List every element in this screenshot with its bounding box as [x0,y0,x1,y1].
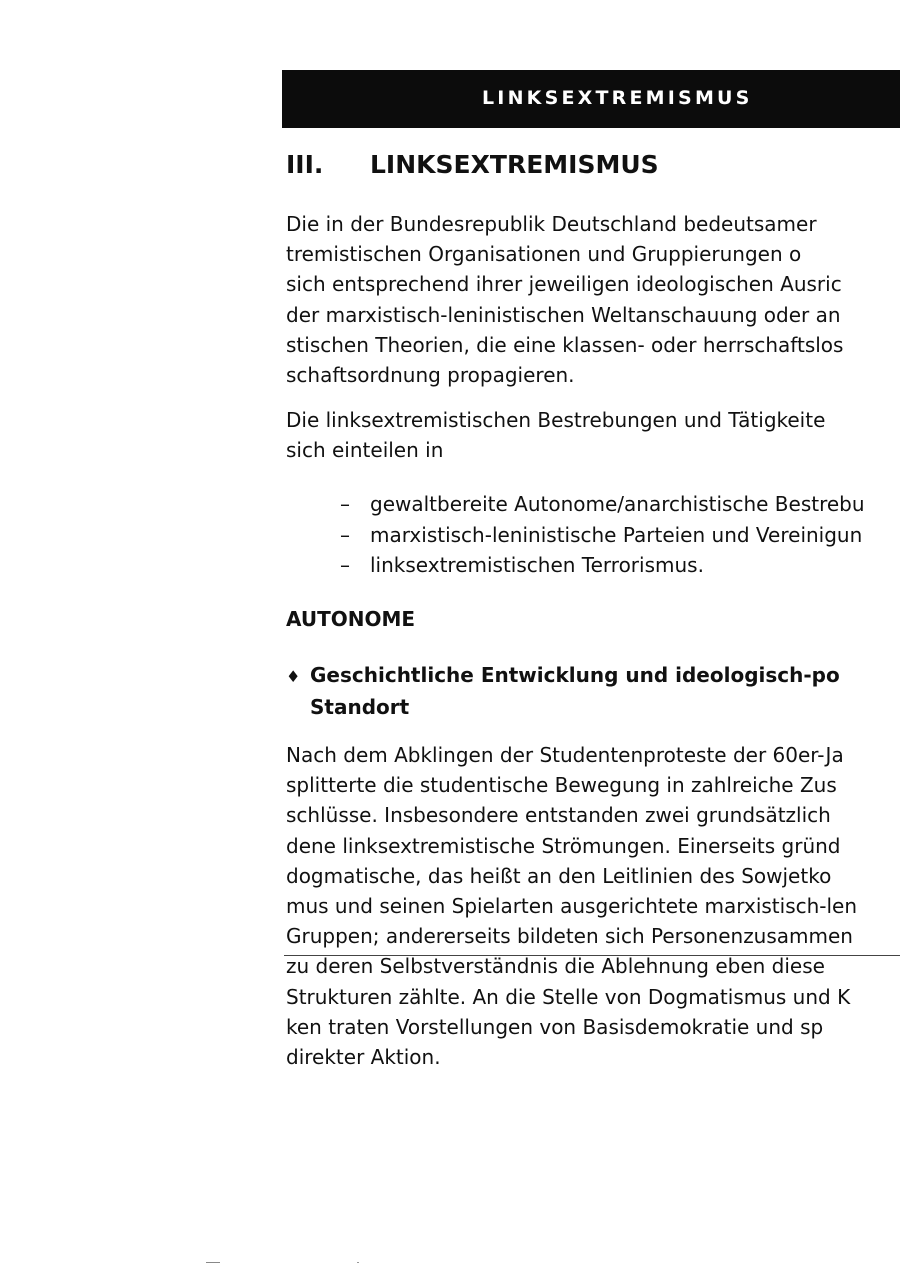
section-heading: AUTONOME [286,607,416,631]
subsection-heading-line: Geschichtliche Entwicklung und ideologisch-po [310,663,840,687]
scan-speck [206,1262,220,1263]
subsection-heading [286,660,840,722]
subsection-heading-line: Standort [310,695,410,719]
running-header-title: LINKSEXTREMISMUS [482,87,753,109]
text-line: ken traten Vorstellungen von Basisdemokratie und sp [286,1014,824,1039]
categories-intro-paragraph [286,405,900,465]
text-line: der marxistisch-leninistischen Weltanschauung oder an [286,302,841,327]
list-item [340,489,865,520]
dash-bullet: – [340,522,350,547]
chapter-title: LINKSEXTREMISMUS [370,150,659,179]
text-line: Strukturen zählte. An die Stelle von Dogmatismus und K [286,984,851,1009]
chapter-heading [286,150,659,179]
dash-bullet: – [340,553,350,577]
text-line: zu deren Selbstverständnis die Ablehnung eben diese [286,954,825,979]
diamond-bullet-icon: ♦ [286,667,301,686]
text-line: Die in der Bundesrepublik Deutschland bedeutsamer [286,212,817,236]
list-item [340,520,865,551]
text-line: Die linksextremistischen Bestrebungen und Tätigkeite [286,408,826,432]
text-line: schaftsordnung propagieren. [286,363,575,388]
dash-bullet: – [340,492,350,516]
text-line: mus und seinen Spielarten ausgerichtete marxistisch-len [286,894,858,919]
text-line: schlüsse. Insbesondere entstanden zwei grundsätzlich [286,803,831,828]
running-header-bar [282,70,900,128]
history-paragraph [286,740,900,1072]
text-line: dogmatische, das heißt an den Leitlinien des Sowjetko [286,863,832,888]
scan-speck [357,1262,359,1263]
text-line: stischen Theorien, die eine klassen- oder herrschaftslos [286,332,844,357]
text-line: Gruppen; andererseits bildeten sich Personenzusammen [286,924,853,949]
text-line: tremistischen Organisationen und Gruppierungen o [286,242,802,267]
chapter-number: III. [286,150,324,179]
list-item-text: marxistisch-leninistische Parteien und Vereinigun [370,522,863,547]
text-line: dene linksextremistische Strömungen. Einerseits gründ [286,833,841,858]
footer-rule [284,955,900,956]
intro-paragraph [286,209,900,390]
text-line: direkter Aktion. [286,1045,441,1070]
list-item [340,550,865,581]
text-line: splitterte die studentische Bewegung in zahlreiche Zus [286,773,837,798]
list-item-text: linksextremistischen Terrorismus. [370,553,704,577]
text-line: Nach dem Abklingen der Studentenproteste der 60er-Ja [286,743,844,767]
list-item-text: gewaltbereite Autonome/anarchistische Bestrebu [370,492,865,516]
text-line: sich entsprechend ihrer jeweiligen ideologischen Ausric [286,272,842,297]
text-line: sich einteilen in [286,438,444,463]
categories-list [340,489,865,581]
